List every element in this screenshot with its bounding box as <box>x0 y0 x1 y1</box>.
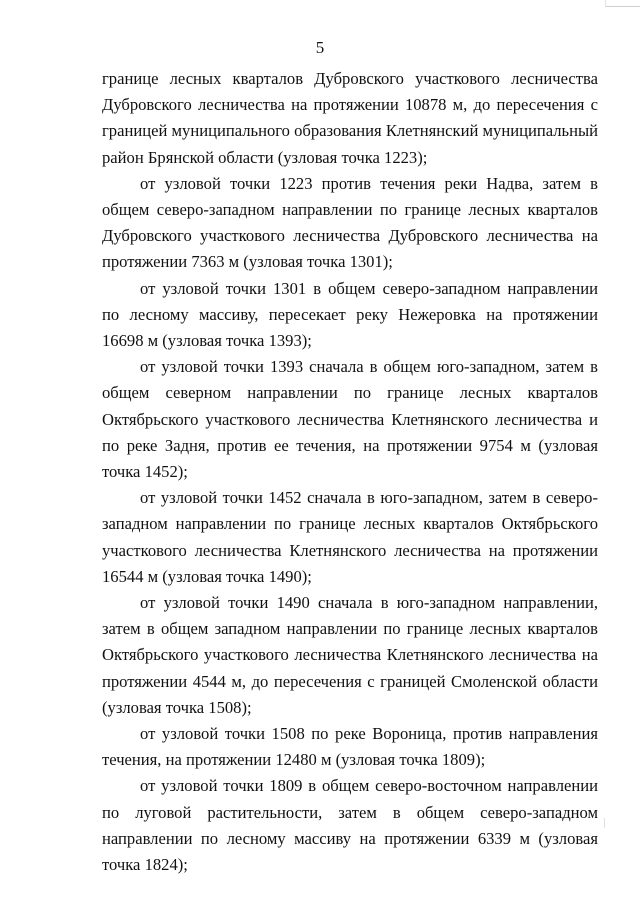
paragraph-node-1809: от узловой точки 1809 в общем северо-восточном направлении по луговой растительности, затем в общем северо-западном направлении по лесному массиву на протяжении 6339 м (узловая точка 1824); <box>102 776 598 875</box>
paragraph-node-1301: от узловой точки 1301 в общем северо-западном направлении по лесному массиву, пересекает реку Нежеровка на протяжении 16698 м (узловая точка 1393); <box>102 278 598 351</box>
scan-corner-mark <box>605 0 640 7</box>
paragraph-node-1452: от узловой точки 1452 сначала в юго-западном, затем в северо-западном направлении по границе лесных кварталов Октябрьского участкового лесничества Клетнянского лесничества на протяжении 16544 м (узловая точка 1490); <box>102 488 598 586</box>
paragraph-node-1490: от узловой точки 1490 сначала в юго-западном направлении, затем в общем западном направлении по границе лесных кварталов Октябрьского участкового лесничества Клетнянского лесничества на протяжении 4544 м, до пересечения с границей Смоленской области (узловая точка 1508); <box>102 593 598 717</box>
paragraph-node-1393: от узловой точки 1393 сначала в общем юго-западном, затем в общем северном направлении по границе лесных кварталов Октябрьского участкового лесничества Клетнянского лесничества и по реке Задня, против ее течения, на протяжении 9754 м (узловая точка 1452); <box>102 357 598 482</box>
document-body <box>102 66 598 878</box>
page-number: 5 <box>315 38 325 57</box>
paragraph-node-1508: от узловой точки 1508 по реке Вороница, против направления течения, на протяжении 12480 м (узловая точка 1809); <box>102 724 598 770</box>
paragraph-continuation: границе лесных кварталов Дубровского участкового лесничества Дубровского лесничества на протяжении 10878 м, до пересечения с границей муниципального образования Клетнянский муниципальный район Брянской области (узловая точка 1223); <box>102 69 598 167</box>
scan-margin-mark <box>604 818 605 828</box>
paragraph-node-1223: от узловой точки 1223 против течения реки Надва, затем в общем северо-западном направлении по границе лесных кварталов Дубровского участкового лесничества Дубровского лесничества на протяжении 7363 м (узловая точка 1301); <box>102 173 598 272</box>
